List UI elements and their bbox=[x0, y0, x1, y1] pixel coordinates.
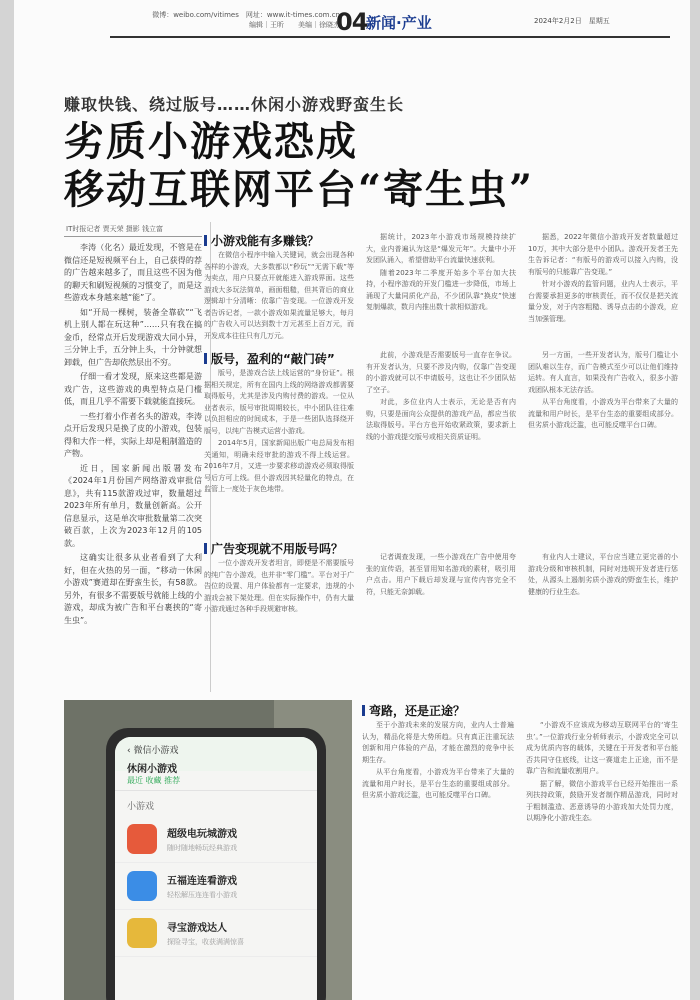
masthead-info bbox=[110, 10, 340, 30]
body-paragraph: 此前，小游戏是否需要版号一直存在争议。有开发者认为，只要不涉及内购，仅靠广告变现的小游戏就可以不申请版号，这也让不少团队钻了空子。 bbox=[366, 351, 516, 394]
phone-list-label: 小游戏 bbox=[127, 802, 155, 812]
body-paragraph: 从平台角度看，小游戏为平台带来了大量的流量和用户时长，是平台生态的重要组成部分。但劣质小游戏泛滥，也可能反噬平台口碑。 bbox=[528, 398, 678, 429]
headline-line-2: 移动互联网平台“寄生虫” bbox=[64, 166, 535, 213]
lead-paragraph: 近日，国家新闻出版署发布《2024年1月份国产网络游戏审批信息》，共有115款游戏过审，数量超过2023年所有单月，数量创新高。公开信息显示，这是单次审批数量第二次突破百款，上次为2023年12月的105款。 bbox=[64, 463, 202, 548]
body-paragraph: 至于小游戏未来的发展方向，业内人士普遍认为，精品化将是大势所趋。只有真正注重玩法创新和用户体验的产品，才能在激烈的竞争中长期生存。 bbox=[362, 721, 514, 764]
article-headline bbox=[64, 118, 534, 214]
page-number: 04 bbox=[336, 8, 368, 36]
phone-page-title: 休闲小游戏 bbox=[127, 764, 177, 775]
headline-line-1: 劣质小游戏恐成 bbox=[64, 118, 358, 165]
section-heading-license: 版号，盈利的“敲门砖” bbox=[204, 350, 335, 367]
masthead-contact: 微博：weibo.com/vitimes 网址：www.it-times.com.cn bbox=[152, 11, 340, 19]
game-icon bbox=[127, 824, 157, 854]
game-icon bbox=[127, 871, 157, 901]
body-column bbox=[528, 232, 678, 342]
article-photo bbox=[64, 700, 352, 1000]
masthead-editors: 编辑｜王昕 美编｜徐晓杰 bbox=[249, 21, 340, 29]
masthead-divider bbox=[110, 36, 670, 38]
game-title: 五福连连看游戏 bbox=[167, 876, 237, 887]
body-paragraph: “小游戏不应该成为移动互联网平台的‘寄生虫’。”一位游戏行业分析师表示，小游戏完全可以成为优质内容的载体，关键在于开发者和平台能否共同守住底线，让这一赛道走上正途，而不是靠广告和流量收割用户。 bbox=[526, 721, 678, 775]
body-column bbox=[366, 232, 516, 342]
body-paragraph: 据统计，2023年小游戏市场规模持续扩大，业内普遍认为这是“爆发元年”。大量中小开发团队涌入，希望借助平台流量快速获利。 bbox=[366, 233, 516, 264]
lead-paragraph: 这确实让很多从业者看到了大利好，但在火热的另一面，“移动一休闲小游戏”赛道却在野蛮生长，有58款。另外，有很多不需要版号就能上线的小游戏，却成为被广告和平台裹挟的“寄生虫”。 bbox=[64, 553, 202, 625]
back-label: ‹ 微信小游戏 bbox=[127, 746, 179, 756]
body-column bbox=[366, 350, 516, 542]
body-paragraph: 在微信小程序中输入关键词，就会出现各种各样的小游戏，大多数都以“秒玩”“无需下载”等为卖点，用户只要点开就能进入游戏界面。这些游戏大多玩法简单，画面粗糙，但其背后的商业逻辑却十分清晰：依靠广告变现。一位游戏开发者告诉记者，一款小游戏如果流量足够大，每月的广告收入可以达到数十万元甚至上百万元，而开发成本往往只有几万元。 bbox=[204, 251, 354, 340]
phone-game-item bbox=[115, 863, 317, 910]
phone-app-header bbox=[115, 737, 317, 775]
body-column bbox=[204, 250, 354, 342]
body-column bbox=[528, 552, 678, 692]
section-heading-ad-revenue: 广告变现就不用版号吗？ bbox=[204, 540, 343, 557]
body-paragraph: 一位小游戏开发者坦言，即便是不需要版号的纯广告小游戏，也并非“零门槛”。平台对于广告位的设置、用户体验都有一定要求，违规的小游戏会被下架处理。但在实际操作中，仍有大量小游戏通过各种手段规避审核。 bbox=[204, 559, 354, 613]
body-column bbox=[204, 558, 354, 692]
article-subheading: 赚取快钱、绕过版号……休闲小游戏野蛮生长 bbox=[64, 95, 405, 114]
section-title: 新闻·产业 bbox=[366, 14, 432, 32]
phone-game-item bbox=[115, 816, 317, 863]
body-paragraph: 另一方面，一些开发者认为，版号门槛让小团队难以生存，而广告模式至少可以让他们维持运转。有人直言，如果没有广告收入，很多小游戏团队根本无法存活。 bbox=[528, 351, 678, 394]
body-paragraph: 2014年5月，国家新闻出版广电总局发布相关通知，明确未经审批的游戏不得上线运营。2016年7月，又进一步要求移动游戏必须取得版号后方可上线。但小游戏因其轻量化的特点，在监管上一度处于灰色地带。 bbox=[204, 439, 354, 493]
body-column bbox=[362, 720, 514, 992]
newspaper-page bbox=[14, 0, 690, 1000]
section-heading-path: 弯路，还是正途？ bbox=[362, 702, 465, 719]
body-column bbox=[526, 720, 678, 992]
game-desc: 轻松解压连连看小游戏 bbox=[167, 891, 237, 899]
phone-game-item bbox=[115, 910, 317, 957]
body-column bbox=[204, 368, 354, 528]
byline-divider bbox=[64, 236, 202, 237]
game-title: 寻宝游戏达人 bbox=[167, 923, 227, 934]
game-desc: 探险寻宝，收获满满惊喜 bbox=[167, 938, 244, 946]
byline: IT时报记者 贾天荣 摄影 钱立富 bbox=[66, 225, 164, 233]
body-paragraph: 针对小游戏的监管问题，业内人士表示，平台需要承担更多的审核责任，而不仅仅是把关流量分发，对于内容粗糙、诱导点击的小游戏，应当加强管理。 bbox=[528, 280, 678, 323]
body-paragraph: 对此，多位业内人士表示，无论是否有内购，只要是面向公众提供的游戏产品，都应当依法取得版号。平台方也开始收紧政策，要求新上线的小游戏提交版号或相关资质证明。 bbox=[366, 398, 516, 441]
body-column bbox=[366, 552, 516, 692]
body-column bbox=[528, 350, 678, 542]
lead-paragraph: 如“开局一棵树，装备全靠砍”“飞机上别人都在玩这种”……只有我在搞金币，经常点开后发现游戏大同小异，三分钟上手，五分钟上头，十分钟就想卸载，但广告却依然层出不穷。 bbox=[64, 307, 202, 367]
body-paragraph: 从平台角度看，小游戏为平台带来了大量的流量和用户时长，是平台生态的重要组成部分。但劣质小游戏泛滥，也可能反噬平台口碑。 bbox=[362, 768, 514, 799]
phone-screen bbox=[115, 737, 317, 1000]
publication-date: 2024年2月2日 星期五 bbox=[534, 17, 610, 25]
phone-device bbox=[106, 728, 326, 1000]
game-icon bbox=[127, 918, 157, 948]
lead-column bbox=[64, 242, 202, 629]
body-paragraph: 记者调查发现，一些小游戏在广告中使用夸张的宣传语，甚至冒用知名游戏的素材，吸引用户点击。用户下载后却发现与宣传内容完全不符，只能无奈卸载。 bbox=[366, 553, 516, 596]
body-paragraph: 据悉，2022年微信小游戏开发者数量超过10万，其中大部分是中小团队。游戏开发者王先生告诉记者：“有版号的游戏可以接入内购，没有版号的只能靠广告变现。” bbox=[528, 233, 678, 276]
lead-paragraph: 李涛（化名）最近发现，不管是在微信还是短视频平台上，自己获得的荐的广告越来越多了，而且这些不因为他的聊天和刷短视频的习惯变了，而是这些游戏本身越来越“能”了。 bbox=[64, 243, 202, 302]
game-desc: 随时随地畅玩经典游戏 bbox=[167, 844, 237, 852]
body-paragraph: 据了解，微信小游戏平台已经开始推出一系列扶持政策，鼓励开发者制作精品游戏，同时对于粗制滥造、恶意诱导的小游戏加大处罚力度，以期净化小游戏生态。 bbox=[526, 779, 678, 822]
game-title: 超级电玩城游戏 bbox=[167, 829, 237, 840]
body-paragraph: 随着2023年二季度开始多个平台加大扶持，小程序游戏的开发门槛进一步降低，市场上涌现了大量同质化产品，不少团队靠“换皮”快速复制爆款，数月内推出数十款相似游戏。 bbox=[366, 268, 516, 311]
lead-paragraph: 仔细一看才发现，原来这些都是游戏广告，这些游戏的典型特点是门槛低，而且几乎不需要下载就能直接玩。 bbox=[64, 372, 202, 406]
body-paragraph: 版号，是游戏合法上线运营的“身份证”。根据相关规定，所有在国内上线的网络游戏都需要取得版号，尤其是涉及内购付费的游戏。一位从业者表示，版号审批周期较长，中小团队往往难以负担相应的时间成本，于是一些团队选择绕开版号，以纯广告模式运营小游戏。 bbox=[204, 369, 354, 435]
section-heading-earnings: 小游戏能有多赚钱？ bbox=[204, 232, 319, 249]
body-paragraph: 有业内人士建议，平台应当建立更完善的小游戏分级和审核机制，同时对违规开发者进行惩处，从源头上遏制劣质小游戏的野蛮生长，维护健康的行业生态。 bbox=[528, 553, 678, 596]
lead-paragraph: 一些打着小作者名头的游戏，李涛点开后发现只是换了皮的小游戏，包装得和大作一样，实际上却是粗制滥造的产物。 bbox=[64, 411, 202, 458]
phone-tabs: 最近 收藏 推荐 bbox=[115, 771, 317, 791]
